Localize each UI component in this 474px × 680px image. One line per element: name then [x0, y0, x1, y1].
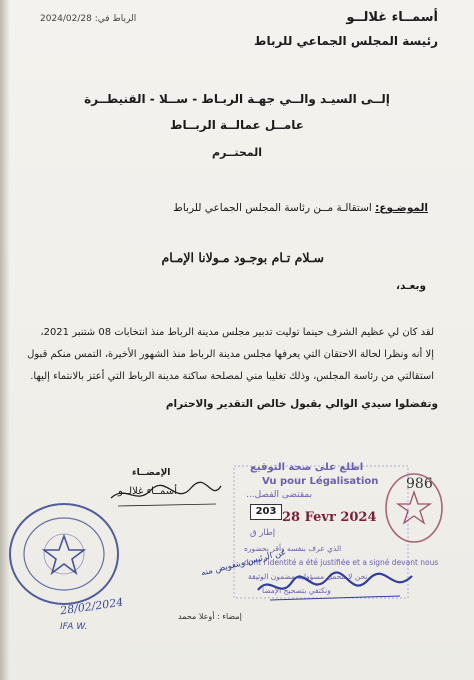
sender-name: أسمــاء غلالــو — [346, 10, 438, 25]
signature-label: الإمضــاء — [132, 468, 171, 478]
legalization-line-1: اطلع على صحة التوقيع — [250, 462, 364, 473]
recipient-line-3: المحتــرم — [211, 146, 263, 159]
closing-line: وتفضلوا سيدي الوالي بقبول خالص التقدير والاحترام — [165, 398, 438, 410]
official-round-seal — [6, 500, 126, 610]
subject-text: استقالـة مــن رئاسة المجلس الجماعي للرباط — [173, 202, 372, 214]
moroccan-emblem-seal — [382, 470, 452, 550]
greeting: سـلام تـام بوجـود مـولانا الإمـام — [161, 250, 324, 265]
legalization-line-3: بمقتضى الفصل... — [246, 490, 313, 500]
delegate-signature-label: إمضاء : أوعلا محمد — [178, 612, 242, 621]
handwritten-signature — [250, 560, 420, 610]
body-line-3: استقالتي من رئاسة المجلس، وذلك تغليبا مني لمصلحة ساكنة مدينة الرباط التي أعتز بالانتماء إليها. — [30, 371, 434, 382]
recipient-line-2: عامــل عمالــة الربــاط — [170, 118, 304, 132]
legalization-date-stamp: 28 Fevr 2024 — [282, 510, 377, 525]
handwritten-initials: IFA W. — [60, 622, 88, 632]
legalization-line-5: الذي عرف بنفسه وأقر بحضوره — [244, 544, 342, 553]
legalization-line-4: إطار ق — [250, 528, 276, 538]
letter-date: الرباط في: 2024/02/28 — [40, 14, 137, 24]
legalization-line-2: Vu pour Légalisation — [262, 476, 379, 487]
handwritten-date: 28/02/2024 — [59, 595, 125, 618]
body-line-2: إلا أنه ونظرا لحالة الاحتقان التي يعرفها مجلس مدينة الرباط منذ الشهور الأخيرة، التمس منكم قبول — [27, 349, 434, 360]
handwritten-number: 986 — [406, 476, 433, 492]
registration-number: 203 — [250, 504, 282, 520]
subject-label: الموضـوع: — [375, 202, 428, 214]
subject-line — [173, 202, 428, 214]
legalization-line-6: dont l'identité a été justifiée et a signé devant nous — [244, 558, 439, 567]
body-paragraph — [24, 322, 434, 388]
legalization-line-8: ونكتفي بتصحيح الإمضا — [262, 586, 331, 595]
body-line-1: لقد كان لي عظيم الشرف حينما توليت تدبير مجلس مدينة الرباط منذ انتخابات 08 شتنبر 2021، — [40, 327, 434, 338]
after-greeting: وبعـد، — [395, 280, 426, 292]
president-delegation-stamp: عن الرئيس وبتفويض منه — [200, 547, 288, 579]
legalization-line-7: نحن لا نتحمل مسؤولية مضمون الوثيقة — [248, 572, 368, 581]
signature-name: أسمــاء غلالــو — [118, 486, 177, 497]
sender-title: رئيسة المجلس الجماعي للرباط — [253, 34, 438, 48]
recipient-line-1: إلــى السيـد والــي جهـة الربـاط - ســلا - القنيطــرة — [84, 92, 390, 106]
